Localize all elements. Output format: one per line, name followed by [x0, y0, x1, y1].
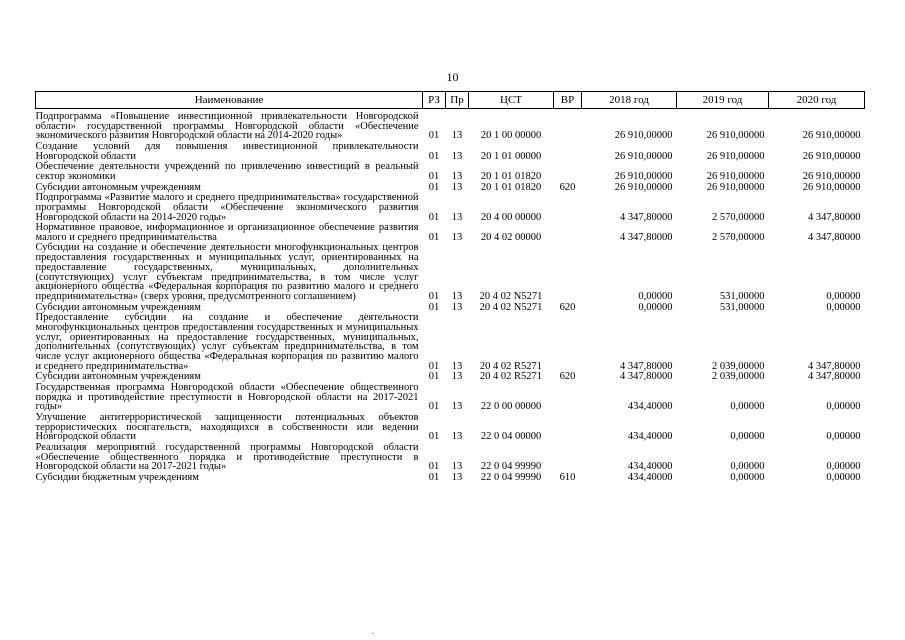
cell-2020: 26 910,00000 [802, 181, 861, 193]
cell-pr: 13 [451, 150, 463, 162]
cell-2018: 26 910,00000 [614, 130, 673, 142]
table-row [36, 473, 865, 484]
cell-2018: 434,40000 [627, 461, 673, 473]
cell-rz: 01 [428, 401, 440, 413]
cell-name: Улучшение антитеррористической защищенности потенциальных объектов террористических посягательств, находящихся в собственности или ведении Новгородской области [35, 411, 419, 443]
cell-cst: 20 4 02 00000 [480, 231, 542, 243]
header-rz: РЗ [423, 92, 446, 109]
cell-2020: 4 347,80000 [808, 211, 861, 223]
cell-rz: 01 [428, 291, 440, 302]
cell-pr: 13 [451, 360, 463, 372]
cell-name: Подпрограмма «Развитие малого и среднего предпринимательства» государственной программы Новгородской области «Обеспечение экономического развития Новгородской области на 2014-2020 годы» [35, 192, 419, 223]
cell-rz: 01 [428, 150, 440, 162]
cell-cst: 20 4 02 R5271 [479, 371, 543, 383]
cell-name: Субсидии автономным учреждениям [35, 371, 201, 383]
cell-name: Обеспечение деятельности учреждений по привлечению инвестиций в реальный сектор экономики [35, 161, 419, 182]
cell-name: Субсидии автономным учреждениям [35, 301, 201, 313]
cell-2018: 4 347,80000 [620, 360, 673, 372]
table-row [36, 142, 865, 162]
cell-2020: 0,00000 [826, 401, 861, 413]
cell-pr: 13 [451, 371, 463, 383]
header-2018: 2018 год [582, 92, 677, 109]
cell-pr: 13 [451, 130, 463, 142]
cell-cst: 22 0 04 99990 [480, 461, 542, 473]
cell-pr: 13 [451, 171, 463, 182]
cell-pr: 13 [451, 181, 463, 193]
table-header-row [36, 92, 865, 109]
header-name: Наименование [36, 92, 423, 109]
cell-name: Предоставление субсидии на создание и обеспечение деятельности многофункциональных центров предоставления государственных и муниципальных услуг, ориентированных на предоставление государственных, муниципальных, дополнительных (сопутствующих) услуг субъектам предпринимательства, в том числе услуг акционерного общества «Федеральная корпорация по развитию малого и среднего предпринимательства» [35, 312, 419, 372]
cell-pr: 13 [451, 231, 463, 243]
cell-vr [554, 443, 582, 473]
cell-cst: 20 1 01 00000 [480, 150, 542, 162]
cell-2020: 0,00000 [826, 461, 861, 473]
cell-2020: 0,00000 [826, 471, 861, 483]
cell-2018: 434,40000 [627, 431, 673, 443]
cell-cst: 22 0 00 00000 [480, 401, 542, 413]
cell-vr [554, 162, 582, 182]
cell-pr: 13 [451, 211, 463, 223]
budget-table [35, 91, 865, 483]
cell-cst: 20 1 00 00000 [480, 130, 542, 142]
cell-name: Создание условий для повышения инвестиционной привлекательности Новгородской области [35, 141, 419, 162]
cell-2018: 0,00000 [638, 291, 673, 302]
cell-pr: 13 [451, 461, 463, 473]
header-2020: 2020 год [769, 92, 865, 109]
cell-rz: 01 [428, 360, 440, 372]
cell-pr: 13 [451, 291, 463, 302]
cell-2018: 4 347,80000 [620, 231, 673, 243]
cell-2020: 26 910,00000 [802, 150, 861, 162]
cell-2019: 2 570,00000 [712, 211, 765, 223]
cell-vr: 610 [559, 471, 576, 483]
cell-2020: 4 347,80000 [808, 371, 861, 383]
cell-pr: 13 [451, 301, 463, 313]
table-row [36, 443, 865, 473]
cell-2019: 531,00000 [719, 301, 765, 313]
cell-cst: 22 0 04 00000 [480, 431, 542, 443]
cell-rz: 01 [428, 461, 440, 473]
cell-name: Нормативное правовое, информационное и организационное обеспечение развития малого и среднего предпринимательства [35, 222, 419, 243]
cell-rz: 01 [428, 371, 440, 383]
table-row [36, 162, 865, 182]
cell-name: Государственная программа Новгородской области «Обеспечение общественного порядка и противодействие преступности в Новгородской области на 2017-2021 годы» [35, 381, 419, 413]
table-body [36, 109, 865, 484]
cell-2020: 0,00000 [826, 301, 861, 313]
cell-vr: 620 [559, 181, 576, 193]
table-row [36, 223, 865, 243]
cell-2019: 2 039,00000 [712, 360, 765, 372]
table-row [36, 193, 865, 223]
cell-cst: 20 4 02 R5271 [479, 360, 543, 372]
cell-2019: 531,00000 [719, 291, 765, 302]
table-row [36, 243, 865, 302]
cell-rz: 01 [428, 211, 440, 223]
table-row [36, 413, 865, 443]
cell-rz: 01 [428, 171, 440, 182]
cell-2019: 26 910,00000 [706, 150, 765, 162]
cell-vr [554, 193, 582, 223]
cell-2019: 26 910,00000 [706, 130, 765, 142]
cell-pr: 13 [451, 431, 463, 443]
cell-2020: 4 347,80000 [808, 231, 861, 243]
cell-rz: 01 [428, 301, 440, 313]
cell-rz: 01 [428, 130, 440, 142]
cell-vr [554, 223, 582, 243]
cell-name: Субсидии на создание и обеспечение деятельности многофункциональных центров предоставления государственных и муниципальных услуг, ориентированных на предоставление государственных, муниципальных, дополнительных (сопутствующих) услуг субъектам предпринимательства, в том числе услуг акционерного общества «Федеральная корпорация по развитию малого и среднего предпринимательства» (сверх уровня, предусмотренного соглашением) [35, 242, 419, 302]
cell-2018: 4 347,80000 [620, 371, 673, 383]
page-number: 10 [446, 70, 459, 84]
table-row [36, 313, 865, 372]
cell-2019: 0,00000 [730, 401, 765, 413]
cell-name: Реализация мероприятий государственной программы Новгородской области «Обеспечение общественного порядка и противодействие преступности в Новгородской области на 2017-2021 годы» [35, 441, 419, 473]
table-row [36, 109, 865, 143]
cell-rz: 01 [428, 431, 440, 443]
cell-2018: 26 910,00000 [614, 171, 673, 182]
cell-2018: 434,40000 [627, 401, 673, 413]
header-2019: 2019 год [677, 92, 769, 109]
cell-vr: 620 [559, 371, 576, 383]
cell-cst: 20 1 01 01820 [480, 181, 542, 193]
cell-2019: 0,00000 [730, 461, 765, 473]
cell-name: Субсидии автономным учреждениям [35, 181, 201, 193]
cell-name: Субсидии бюджетным учреждениям [35, 471, 199, 483]
table-row [36, 383, 865, 413]
cell-2019: 0,00000 [730, 431, 765, 443]
cell-2020: 26 910,00000 [802, 171, 861, 182]
cell-vr [554, 383, 582, 413]
cell-2020: 26 910,00000 [802, 130, 861, 142]
header-vr: ВР [554, 92, 582, 109]
cell-2020: 0,00000 [826, 431, 861, 443]
cell-2018: 4 347,80000 [620, 211, 673, 223]
cell-2019: 26 910,00000 [706, 181, 765, 193]
cell-cst: 20 1 01 01820 [480, 171, 542, 182]
cell-2018: 26 910,00000 [614, 181, 673, 193]
cell-2018: 26 910,00000 [614, 150, 673, 162]
cell-2018: 0,00000 [638, 301, 673, 313]
cell-2019: 0,00000 [730, 471, 765, 483]
cell-cst: 20 4 02 N5271 [479, 291, 543, 302]
scan-mark [372, 633, 374, 634]
cell-cst: 20 4 02 N5271 [479, 301, 543, 313]
cell-cst: 22 0 04 99990 [480, 471, 542, 483]
header-cst: ЦСТ [469, 92, 554, 109]
cell-vr [554, 243, 582, 302]
cell-vr [554, 142, 582, 162]
header-pr: Пр [446, 92, 469, 109]
cell-vr: 620 [559, 301, 576, 313]
cell-2019: 2 039,00000 [712, 371, 765, 383]
cell-vr [554, 313, 582, 372]
cell-2019: 2 570,00000 [712, 231, 765, 243]
cell-pr: 13 [451, 401, 463, 413]
cell-2020: 0,00000 [826, 291, 861, 302]
cell-name: Подпрограмма «Повышение инвестиционной привлекательности Новгородской области» государственной программы Новгородской области «Обеспечение экономического развития Новгородской области на 2014-2020 годы» [35, 111, 419, 142]
cell-2018: 434,40000 [627, 471, 673, 483]
cell-2020: 4 347,80000 [808, 360, 861, 372]
cell-rz: 01 [428, 471, 440, 483]
cell-pr: 13 [451, 471, 463, 483]
cell-vr [554, 413, 582, 443]
cell-cst: 20 4 00 00000 [480, 211, 542, 223]
cell-rz: 01 [428, 231, 440, 243]
cell-2019: 26 910,00000 [706, 171, 765, 182]
cell-vr [554, 109, 582, 143]
cell-rz: 01 [428, 181, 440, 193]
